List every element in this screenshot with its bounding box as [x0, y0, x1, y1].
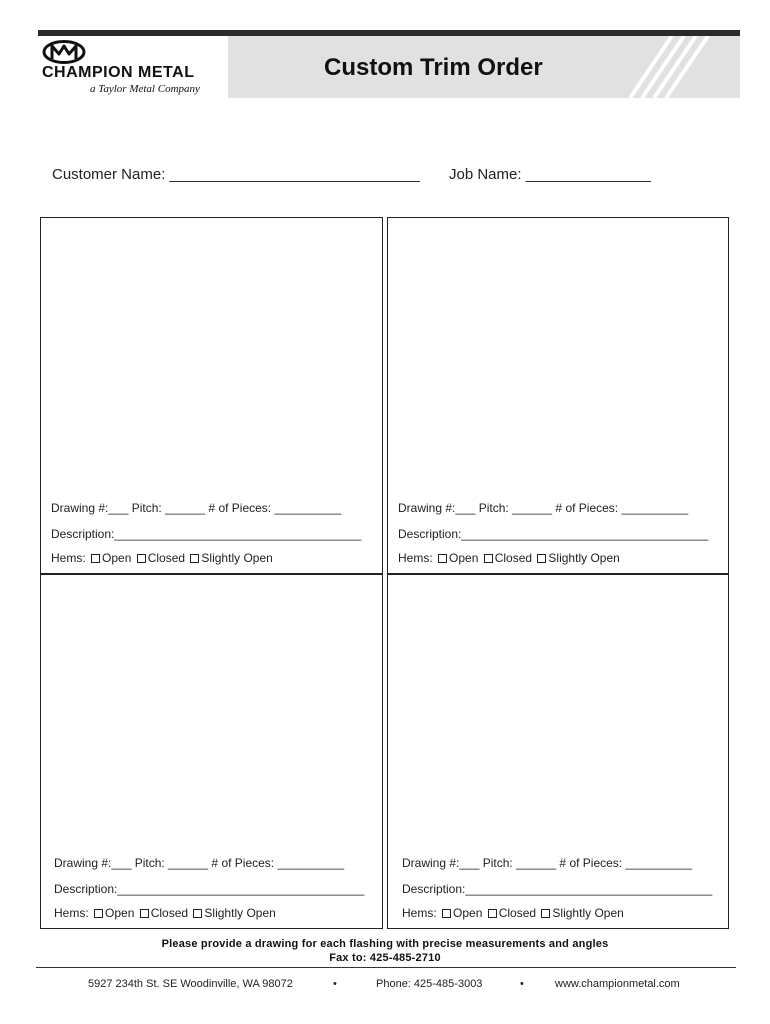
title-band [228, 36, 740, 98]
hem-closed-label: Closed [498, 906, 537, 920]
panel-fields [54, 852, 372, 922]
company-tagline: a Taylor Metal Company [90, 83, 200, 95]
company-name: CHAMPION METAL [42, 64, 195, 81]
hem-closed-checkbox[interactable] [484, 554, 493, 563]
hem-slightly-open-checkbox[interactable] [541, 909, 550, 918]
hem-open-label: Open [449, 551, 479, 565]
hems-label: Hems: [402, 906, 437, 920]
drawing-panel-4[interactable] [387, 574, 729, 929]
hems-label: Hems: [51, 551, 86, 565]
hem-closed-checkbox[interactable] [137, 554, 146, 563]
hems-label: Hems: [398, 551, 433, 565]
panel-fields [51, 497, 372, 567]
footer-note [0, 937, 770, 965]
hem-open-checkbox[interactable] [442, 909, 451, 918]
drawing-panel-3[interactable] [40, 574, 383, 929]
logo [38, 36, 228, 98]
header [38, 30, 740, 98]
champion-logo-icon [42, 40, 86, 64]
fax-number: Fax to: 425-485-2710 [329, 952, 441, 964]
customer-row [52, 166, 651, 183]
hems-row [54, 904, 372, 922]
website-link[interactable]: www.championmetal.com [555, 978, 680, 990]
hem-slightly-open-checkbox[interactable] [193, 909, 202, 918]
hem-slightly-open-label: Slightly Open [204, 906, 276, 920]
decorative-stripes-icon [620, 36, 730, 98]
hem-slightly-open-label: Slightly Open [552, 906, 624, 920]
hem-open-checkbox[interactable] [94, 909, 103, 918]
hems-row [398, 549, 718, 567]
hem-open-label: Open [453, 906, 483, 920]
footer-divider [36, 967, 736, 968]
drawing-panel-2[interactable] [387, 217, 729, 574]
instruction-text: Please provide a drawing for each flashing with precise measurements and angles [161, 938, 609, 950]
panel-fields [402, 852, 718, 922]
hem-open-label: Open [105, 906, 135, 920]
hem-open-checkbox[interactable] [91, 554, 100, 563]
hem-slightly-open-label: Slightly Open [201, 551, 273, 565]
hem-closed-label: Closed [494, 551, 533, 565]
customer-name-field[interactable]: Customer Name: ______________________________ [52, 166, 420, 183]
hems-row [51, 549, 372, 567]
phone: Phone: 425-485-3003 [376, 978, 483, 990]
hem-closed-checkbox[interactable] [140, 909, 149, 918]
separator-dot: • [333, 978, 337, 990]
hem-open-checkbox[interactable] [438, 554, 447, 563]
job-name-field[interactable]: Job Name: _______________ [449, 166, 651, 183]
hem-closed-label: Closed [147, 551, 186, 565]
form-title: Custom Trim Order [324, 54, 543, 81]
description-field[interactable]: Description:_____________________________________ [398, 527, 709, 541]
separator-dot: • [520, 978, 524, 990]
description-field[interactable]: Description:_____________________________________ [402, 882, 713, 896]
drawing-row[interactable]: Drawing #:___ Pitch: ______ # of Pieces: __________ [54, 856, 345, 870]
hem-closed-checkbox[interactable] [488, 909, 497, 918]
hem-slightly-open-checkbox[interactable] [190, 554, 199, 563]
hem-slightly-open-label: Slightly Open [548, 551, 620, 565]
hem-closed-label: Closed [150, 906, 189, 920]
panel-fields [398, 497, 718, 567]
drawing-row[interactable]: Drawing #:___ Pitch: ______ # of Pieces: __________ [398, 501, 689, 515]
hems-row [402, 904, 718, 922]
hem-slightly-open-checkbox[interactable] [537, 554, 546, 563]
drawing-row[interactable]: Drawing #:___ Pitch: ______ # of Pieces: __________ [402, 856, 693, 870]
address: 5927 234th St. SE Woodinville, WA 98072 [88, 978, 293, 990]
hems-label: Hems: [54, 906, 89, 920]
hem-open-label: Open [102, 551, 132, 565]
description-field[interactable]: Description:_____________________________________ [51, 527, 362, 541]
drawing-panel-1[interactable] [40, 217, 383, 574]
drawing-row[interactable]: Drawing #:___ Pitch: ______ # of Pieces: __________ [51, 501, 342, 515]
description-field[interactable]: Description:_____________________________________ [54, 882, 365, 896]
